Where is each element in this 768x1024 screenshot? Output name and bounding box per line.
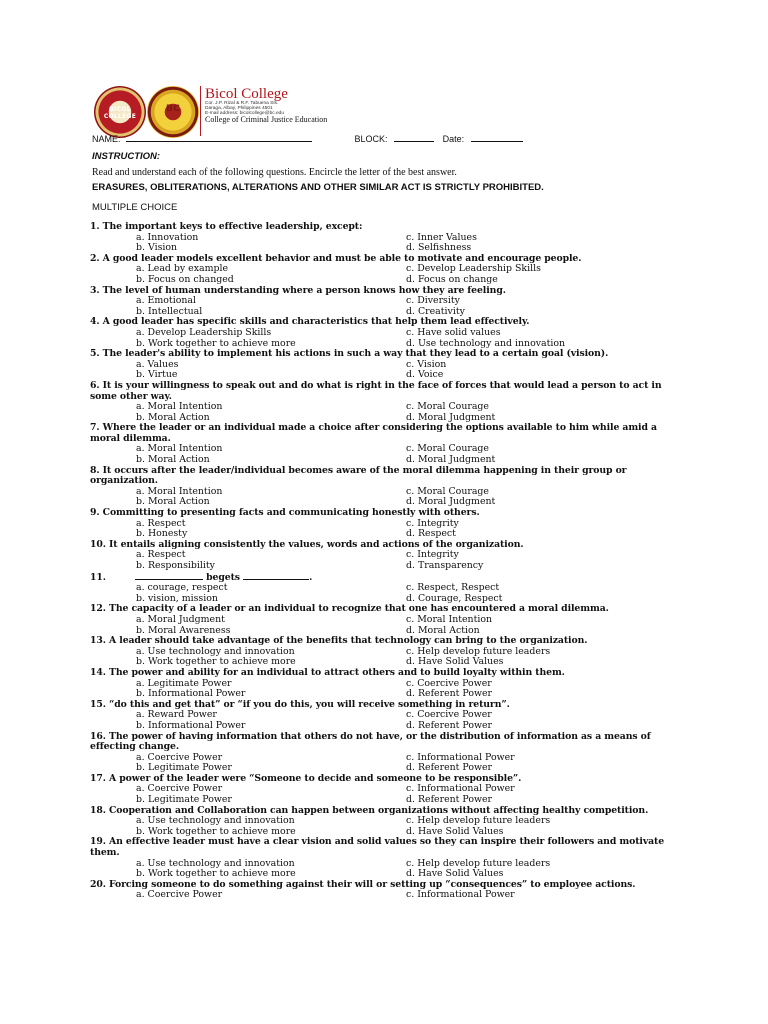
question-text: 4. A good leader has specific skills and characteristics that help them lead effectively. <box>90 316 530 328</box>
name-blank[interactable] <box>126 132 312 142</box>
choice-b[interactable]: b. Focus on changed <box>136 273 234 285</box>
question-text: 12. The capacity of a leader or an individual to recognize that one has encountered a moral dilemma. <box>90 603 609 615</box>
choice-a[interactable]: a. Reward Power <box>136 709 217 721</box>
choice-c[interactable]: c. Moral Intention <box>406 613 493 625</box>
choice-a[interactable]: a. Legitimate Power <box>136 677 232 689</box>
choice-d[interactable]: d. Have Solid Values <box>406 868 504 880</box>
fill-in-blank-2[interactable] <box>243 572 309 580</box>
choice-d[interactable]: d. Referent Power <box>406 688 493 700</box>
choice-c[interactable]: c. Help develop future leaders <box>406 857 551 869</box>
choice-b[interactable]: b. Moral Action <box>136 411 210 423</box>
choice-c[interactable]: c. Informational Power <box>406 783 515 795</box>
choice-b[interactable]: b. Moral Awareness <box>136 624 231 636</box>
student-info-fields <box>92 132 523 144</box>
question-item <box>90 837 676 879</box>
question-item <box>90 286 676 318</box>
choice-a[interactable]: a. Moral Intention <box>136 485 223 497</box>
choice-b[interactable]: b. Virtue <box>136 369 178 381</box>
choice-a[interactable]: a. Moral Intention <box>136 401 223 413</box>
choice-b[interactable]: b. Informational Power <box>136 688 246 700</box>
instruction-label: INSTRUCTION: <box>92 151 161 162</box>
warning-text: ERASURES, OBLITERATIONS, ALTERATIONS AND OTHER SIMILAR ACT IS STRICTLY PROHIBITED. <box>92 182 544 193</box>
choice-c[interactable]: c. Coercive Power <box>406 677 492 689</box>
choice-a[interactable]: a. Moral Judgment <box>136 613 225 625</box>
seal2-text: BC <box>165 104 181 114</box>
choice-b[interactable]: b. Legitimate Power <box>136 794 232 806</box>
block-label: BLOCK: <box>354 134 388 144</box>
choice-d[interactable]: d. Voice <box>406 369 444 381</box>
choice-b[interactable]: b. Legitimate Power <box>136 762 232 774</box>
choice-d[interactable]: d. Courage, Respect <box>406 592 503 604</box>
question-item <box>90 381 676 423</box>
question-item <box>90 349 676 381</box>
instruction-text: Read and understand each of the following questions. Encircle the letter of the best answer. <box>92 167 457 178</box>
question-item <box>90 880 676 901</box>
choice-a[interactable]: a. Develop Leadership Skills <box>136 326 272 338</box>
choice-a[interactable]: a. Coercive Power <box>136 889 223 901</box>
question-text: 17. A power of the leader were “Someone to decide and someone to be responsible”. <box>90 772 522 784</box>
question-text: 6. It is your willingness to speak out and do what is right in the face of forces that would lead a person to act in some other way. <box>90 379 662 402</box>
choice-d[interactable]: d. Respect <box>406 528 456 540</box>
question-item <box>90 774 676 806</box>
choice-c[interactable]: c. Develop Leadership Skills <box>406 263 541 275</box>
question-text: 2. A good leader models excellent behavior and must be able to motivate and encourage people. <box>90 252 582 264</box>
block-blank[interactable] <box>394 132 434 142</box>
choice-b[interactable]: b. Vision <box>136 242 178 254</box>
choice-b[interactable]: b. Moral Action <box>136 454 210 466</box>
choice-a[interactable]: a. Coercive Power <box>136 783 223 795</box>
choice-a[interactable]: a. Use technology and innovation <box>136 815 295 827</box>
choice-b[interactable]: b. Responsibility <box>136 560 215 571</box>
choice-a[interactable]: a. Innovation <box>136 231 199 243</box>
choice-b[interactable]: b. Work together to achieve more <box>136 825 296 837</box>
name-label: NAME: <box>92 134 121 144</box>
choice-c[interactable]: c. Help develop future leaders <box>406 815 551 827</box>
seal1-text: BICOL COLLEGE <box>103 106 137 120</box>
choice-d[interactable]: d. Referent Power <box>406 762 493 774</box>
question-item <box>90 508 676 540</box>
question-text: 9. Committing to presenting facts and communicating honestly with others. <box>90 507 480 519</box>
choice-a[interactable]: a. courage, respect <box>136 582 228 594</box>
choice-c[interactable]: c. Integrity <box>406 549 459 561</box>
choice-a[interactable]: a. Emotional <box>136 295 196 307</box>
question-item <box>90 540 676 572</box>
question-item <box>90 423 676 465</box>
question-text: 20. Forcing someone to do something against their will or setting up “consequences” to employee actions. <box>90 878 636 890</box>
choice-d[interactable]: d. Referent Power <box>406 794 493 806</box>
choice-c[interactable]: c. Moral Courage <box>406 443 489 455</box>
choice-a[interactable]: a. Use technology and innovation <box>136 645 295 657</box>
choice-d[interactable]: d. Have Solid Values <box>406 656 504 668</box>
choice-a[interactable]: a. Respect <box>136 517 186 529</box>
choice-a[interactable]: a. Respect <box>136 549 186 561</box>
question-text: 15. “do this and get that” or “if you do this, you will receive something in return”. <box>90 698 510 710</box>
bicol-college-seal-logo <box>94 86 146 138</box>
choice-b[interactable]: b. Work together to achieve more <box>136 337 296 349</box>
choice-d[interactable]: d. Moral Action <box>406 624 480 636</box>
choice-a[interactable]: a. Coercive Power <box>136 751 223 763</box>
choice-c[interactable]: c. Inner Values <box>406 231 477 243</box>
question-text: 8. It occurs after the leader/individual becomes aware of the moral dilemma happening in their group or organization. <box>90 464 627 487</box>
question-text: 18. Cooperation and Collaboration can happen between organizations without affecting healthy competition. <box>90 804 649 816</box>
date-blank[interactable] <box>471 132 523 142</box>
choice-d[interactable]: d. Focus on change <box>406 273 498 285</box>
choice-c[interactable]: c. Respect, Respect <box>406 582 500 594</box>
question-text: 10. It entails aligning consistently the values, words and actions of the organization. <box>90 538 524 550</box>
question-item <box>90 806 676 838</box>
choice-c[interactable]: c. Integrity <box>406 517 459 529</box>
choice-d[interactable]: d. Creativity <box>406 305 465 317</box>
choice-d[interactable]: d. Use technology and innovation <box>406 337 566 349</box>
choice-d[interactable]: d. Moral Judgment <box>406 454 496 466</box>
question-item <box>90 700 676 732</box>
choice-b[interactable]: b. Informational Power <box>136 719 246 731</box>
header-divider <box>200 86 201 136</box>
college-name: Bicol College <box>205 86 288 102</box>
choice-c[interactable]: c. Informational Power <box>406 889 515 901</box>
question-mid-text: begets <box>206 571 240 583</box>
question-item <box>90 317 676 349</box>
choice-b[interactable]: b. Intellectual <box>136 305 203 317</box>
choice-c[interactable]: c. Moral Courage <box>406 485 489 497</box>
address-line-2: Daraga, Albay, Philippines 4501 <box>205 106 273 111</box>
choice-b[interactable]: b. Moral Action <box>136 496 210 508</box>
department-seal-logo <box>147 86 199 138</box>
choice-d[interactable]: d. Have Solid Values <box>406 825 504 837</box>
date-label: Date: <box>442 134 465 144</box>
address-line-3: E-mail address: bicolcollege@bc.edu <box>205 111 284 116</box>
question-text: 1. The important keys to effective leadership, except: <box>90 221 363 232</box>
choice-d[interactable]: d. Referent Power <box>406 719 493 731</box>
choice-b[interactable]: b. Work together to achieve more <box>136 868 296 880</box>
question-text: 14. The power and ability for an individual to attract others and to build loyalty within them. <box>90 666 565 678</box>
choice-b[interactable]: b. Work together to achieve more <box>136 656 296 668</box>
question-text: 19. An effective leader must have a clear vision and solid values so they can inspire their followers and motivate them. <box>90 836 665 859</box>
choice-a[interactable]: a. Values <box>136 358 179 370</box>
choice-c[interactable]: c. Diversity <box>406 295 460 307</box>
question-list <box>90 222 676 901</box>
question-item <box>90 636 676 668</box>
question-text: 7. Where the leader or an individual made a choice after considering the options available to him while amid a moral dilemma. <box>90 422 657 444</box>
choice-c[interactable]: c. Vision <box>406 358 447 370</box>
question-item <box>90 254 676 286</box>
choice-c[interactable]: c. Moral Courage <box>406 401 489 413</box>
question-item <box>90 466 676 508</box>
question-item <box>90 732 676 774</box>
choice-c[interactable]: c. Help develop future leaders <box>406 645 551 657</box>
choice-c[interactable]: c. Informational Power <box>406 751 515 763</box>
question-text: 13. A leader should take advantage of the benefits that technology can bring to the organization. <box>90 635 588 647</box>
question-text: 5. The leader's ability to implement his actions in such a way that they lead to a certain goal (vision). <box>90 348 609 360</box>
choice-d[interactable]: d. Moral Judgment <box>406 496 496 508</box>
choice-a[interactable]: a. Use technology and innovation <box>136 857 295 869</box>
choice-c[interactable]: c. Coercive Power <box>406 709 492 721</box>
choice-a[interactable]: a. Lead by example <box>136 263 229 275</box>
choice-d[interactable]: d. Moral Judgment <box>406 411 496 423</box>
address-line-1: Cor. J.P. Rizal & R.F. Tabuena Sts. <box>205 101 279 106</box>
question-end: . <box>309 571 313 583</box>
section-title: MULTIPLE CHOICE <box>92 202 178 213</box>
department-name: College of Criminal Justice Education <box>205 115 328 124</box>
question-text: 16. The power of having information that others do not have, or the distribution of information as a means of effecting change. <box>90 730 651 753</box>
fill-in-blank-1[interactable] <box>135 572 203 580</box>
choice-c[interactable]: c. Have solid values <box>406 326 501 338</box>
question-item <box>90 668 676 700</box>
question-item <box>90 604 676 636</box>
question-text: 3. The level of human understanding where a person knows how they are feeling. <box>90 284 506 296</box>
choice-d[interactable]: d. Transparency <box>406 560 484 571</box>
choice-d[interactable]: d. Selfishness <box>406 242 472 254</box>
question-item <box>90 572 676 605</box>
choice-a[interactable]: a. Moral Intention <box>136 443 223 455</box>
question-number: 11. <box>90 571 106 583</box>
choice-b[interactable]: b. Honesty <box>136 528 188 540</box>
choice-b[interactable]: b. vision, mission <box>136 592 218 604</box>
question-item <box>90 222 676 254</box>
